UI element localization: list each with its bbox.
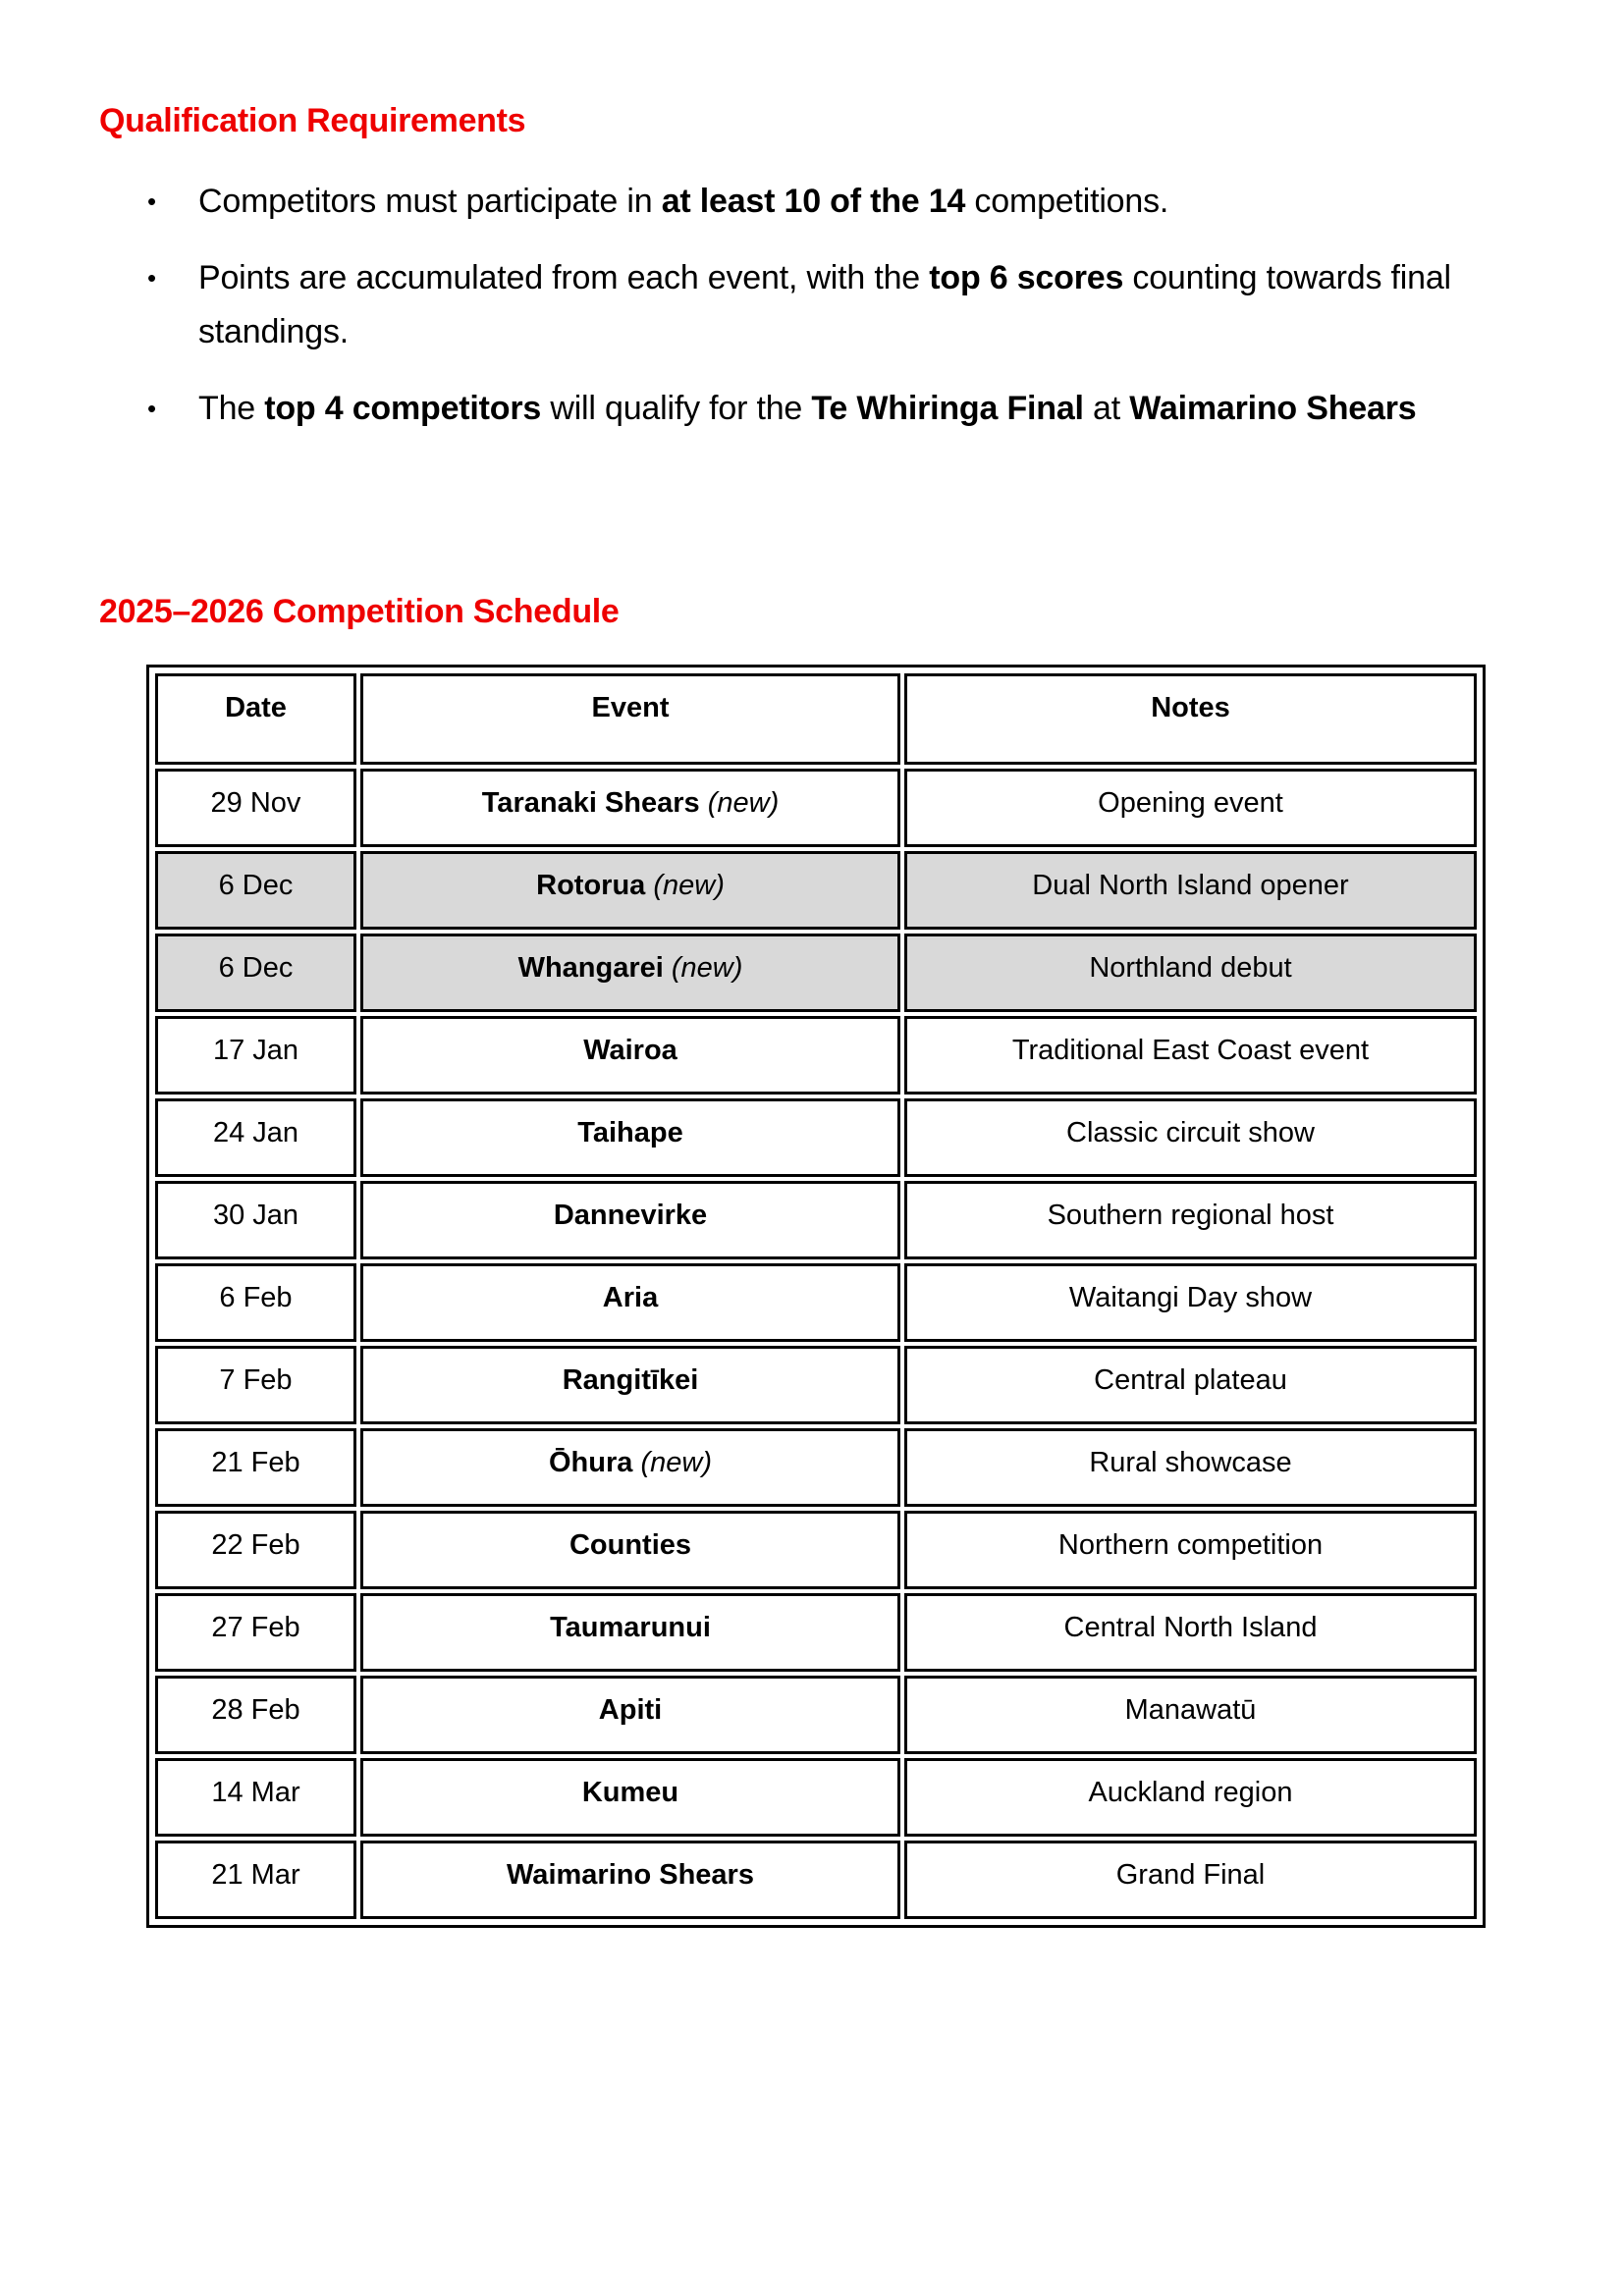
bold-text: at least 10 of the 14	[661, 183, 966, 220]
new-tag: (new)	[707, 787, 780, 819]
table-row	[155, 1098, 1477, 1177]
notes-cell: Central North Island	[904, 1593, 1477, 1672]
date-cell: 21 Mar	[155, 1841, 356, 1919]
table-row	[155, 769, 1477, 847]
notes-cell: Rural showcase	[904, 1428, 1477, 1507]
event-name: Ōhura	[549, 1447, 633, 1478]
text-run: competitions.	[965, 183, 1169, 220]
notes-cell: Central plateau	[904, 1346, 1477, 1424]
event-name: Counties	[568, 1529, 692, 1561]
new-tag: (new)	[653, 870, 725, 901]
text-run: Points are accumulated from each event, with the	[198, 259, 930, 296]
notes-cell: Northland debut	[904, 934, 1477, 1012]
date-cell: 30 Jan	[155, 1181, 356, 1259]
table-row	[155, 1593, 1477, 1672]
event-name: Rotorua	[536, 870, 646, 901]
notes-cell: Dual North Island opener	[904, 851, 1477, 930]
bold-text: top 6 scores	[929, 259, 1124, 296]
table-row	[155, 1181, 1477, 1259]
date-cell: 21 Feb	[155, 1428, 356, 1507]
table-row	[155, 1676, 1477, 1754]
event-name: Kumeu	[581, 1777, 679, 1808]
table-row	[155, 851, 1477, 930]
event-cell	[360, 1511, 900, 1589]
event-cell	[360, 1593, 900, 1672]
table-row	[155, 1841, 1477, 1919]
bold-text: Te Whiringa Final	[811, 390, 1084, 427]
table-row	[155, 1428, 1477, 1507]
event-cell	[360, 851, 900, 930]
requirement-item	[137, 251, 1542, 359]
event-cell	[360, 1016, 900, 1095]
notes-cell: Traditional East Coast event	[904, 1016, 1477, 1095]
table-row	[155, 1511, 1477, 1589]
date-cell: 27 Feb	[155, 1593, 356, 1672]
bullet-icon: •	[147, 187, 156, 216]
date-cell: 6 Feb	[155, 1263, 356, 1342]
qualification-heading: Qualification Requirements	[99, 102, 526, 139]
date-cell: 14 Mar	[155, 1758, 356, 1837]
event-cell	[360, 1676, 900, 1754]
table-row	[155, 1016, 1477, 1095]
text-run: at	[1083, 390, 1130, 427]
text-run: will qualify for the	[541, 390, 812, 427]
event-name: Whangarei	[517, 952, 664, 984]
schedule-table	[146, 665, 1486, 1928]
event-name: Dannevirke	[553, 1200, 708, 1231]
bullet-icon: •	[147, 394, 156, 423]
table-row	[155, 934, 1477, 1012]
date-cell: 29 Nov	[155, 769, 356, 847]
notes-cell: Classic circuit show	[904, 1098, 1477, 1177]
requirement-item	[137, 175, 1542, 229]
date-cell: 6 Dec	[155, 934, 356, 1012]
date-cell: 22 Feb	[155, 1511, 356, 1589]
event-name: Wairoa	[583, 1035, 677, 1066]
notes-cell: Northern competition	[904, 1511, 1477, 1589]
bullet-icon: •	[147, 263, 156, 293]
text-run: counting towards final standings.	[198, 259, 1451, 350]
notes-cell: Southern regional host	[904, 1181, 1477, 1259]
new-tag: (new)	[671, 952, 743, 984]
column-header-notes: Notes	[904, 673, 1477, 765]
event-name: Rangitīkei	[562, 1364, 699, 1396]
column-header-date: Date	[155, 673, 356, 765]
schedule-heading: 2025–2026 Competition Schedule	[99, 593, 620, 630]
notes-cell: Manawatū	[904, 1676, 1477, 1754]
notes-cell: Grand Final	[904, 1841, 1477, 1919]
table-row	[155, 1346, 1477, 1424]
event-cell	[360, 934, 900, 1012]
event-cell	[360, 1263, 900, 1342]
event-cell	[360, 1346, 900, 1424]
event-cell	[360, 1181, 900, 1259]
notes-cell: Waitangi Day show	[904, 1263, 1477, 1342]
event-cell	[360, 769, 900, 847]
event-cell	[360, 1098, 900, 1177]
requirement-item	[137, 382, 1542, 436]
event-name: Taihape	[577, 1117, 683, 1148]
date-cell: 6 Dec	[155, 851, 356, 930]
new-tag: (new)	[640, 1447, 712, 1478]
event-name: Taumarunui	[550, 1612, 711, 1643]
event-cell	[360, 1758, 900, 1837]
event-name: Apiti	[598, 1694, 663, 1726]
table-row	[155, 1758, 1477, 1837]
date-cell: 24 Jan	[155, 1098, 356, 1177]
event-name: Taranaki Shears	[481, 787, 700, 819]
text-run: Competitors must participate in	[198, 183, 662, 220]
event-name: Aria	[602, 1282, 659, 1313]
text-run: The	[198, 390, 265, 427]
column-header-event: Event	[360, 673, 900, 765]
date-cell: 17 Jan	[155, 1016, 356, 1095]
event-cell	[360, 1428, 900, 1507]
event-name: Waimarino Shears	[507, 1859, 754, 1891]
notes-cell: Auckland region	[904, 1758, 1477, 1837]
table-header-row	[155, 673, 1477, 765]
date-cell: 7 Feb	[155, 1346, 356, 1424]
requirements-list	[137, 175, 1542, 458]
date-cell: 28 Feb	[155, 1676, 356, 1754]
table-row	[155, 1263, 1477, 1342]
event-cell	[360, 1841, 900, 1919]
bold-text: Waimarino Shears	[1129, 390, 1417, 427]
bold-text: top 4 competitors	[264, 390, 542, 427]
notes-cell: Opening event	[904, 769, 1477, 847]
